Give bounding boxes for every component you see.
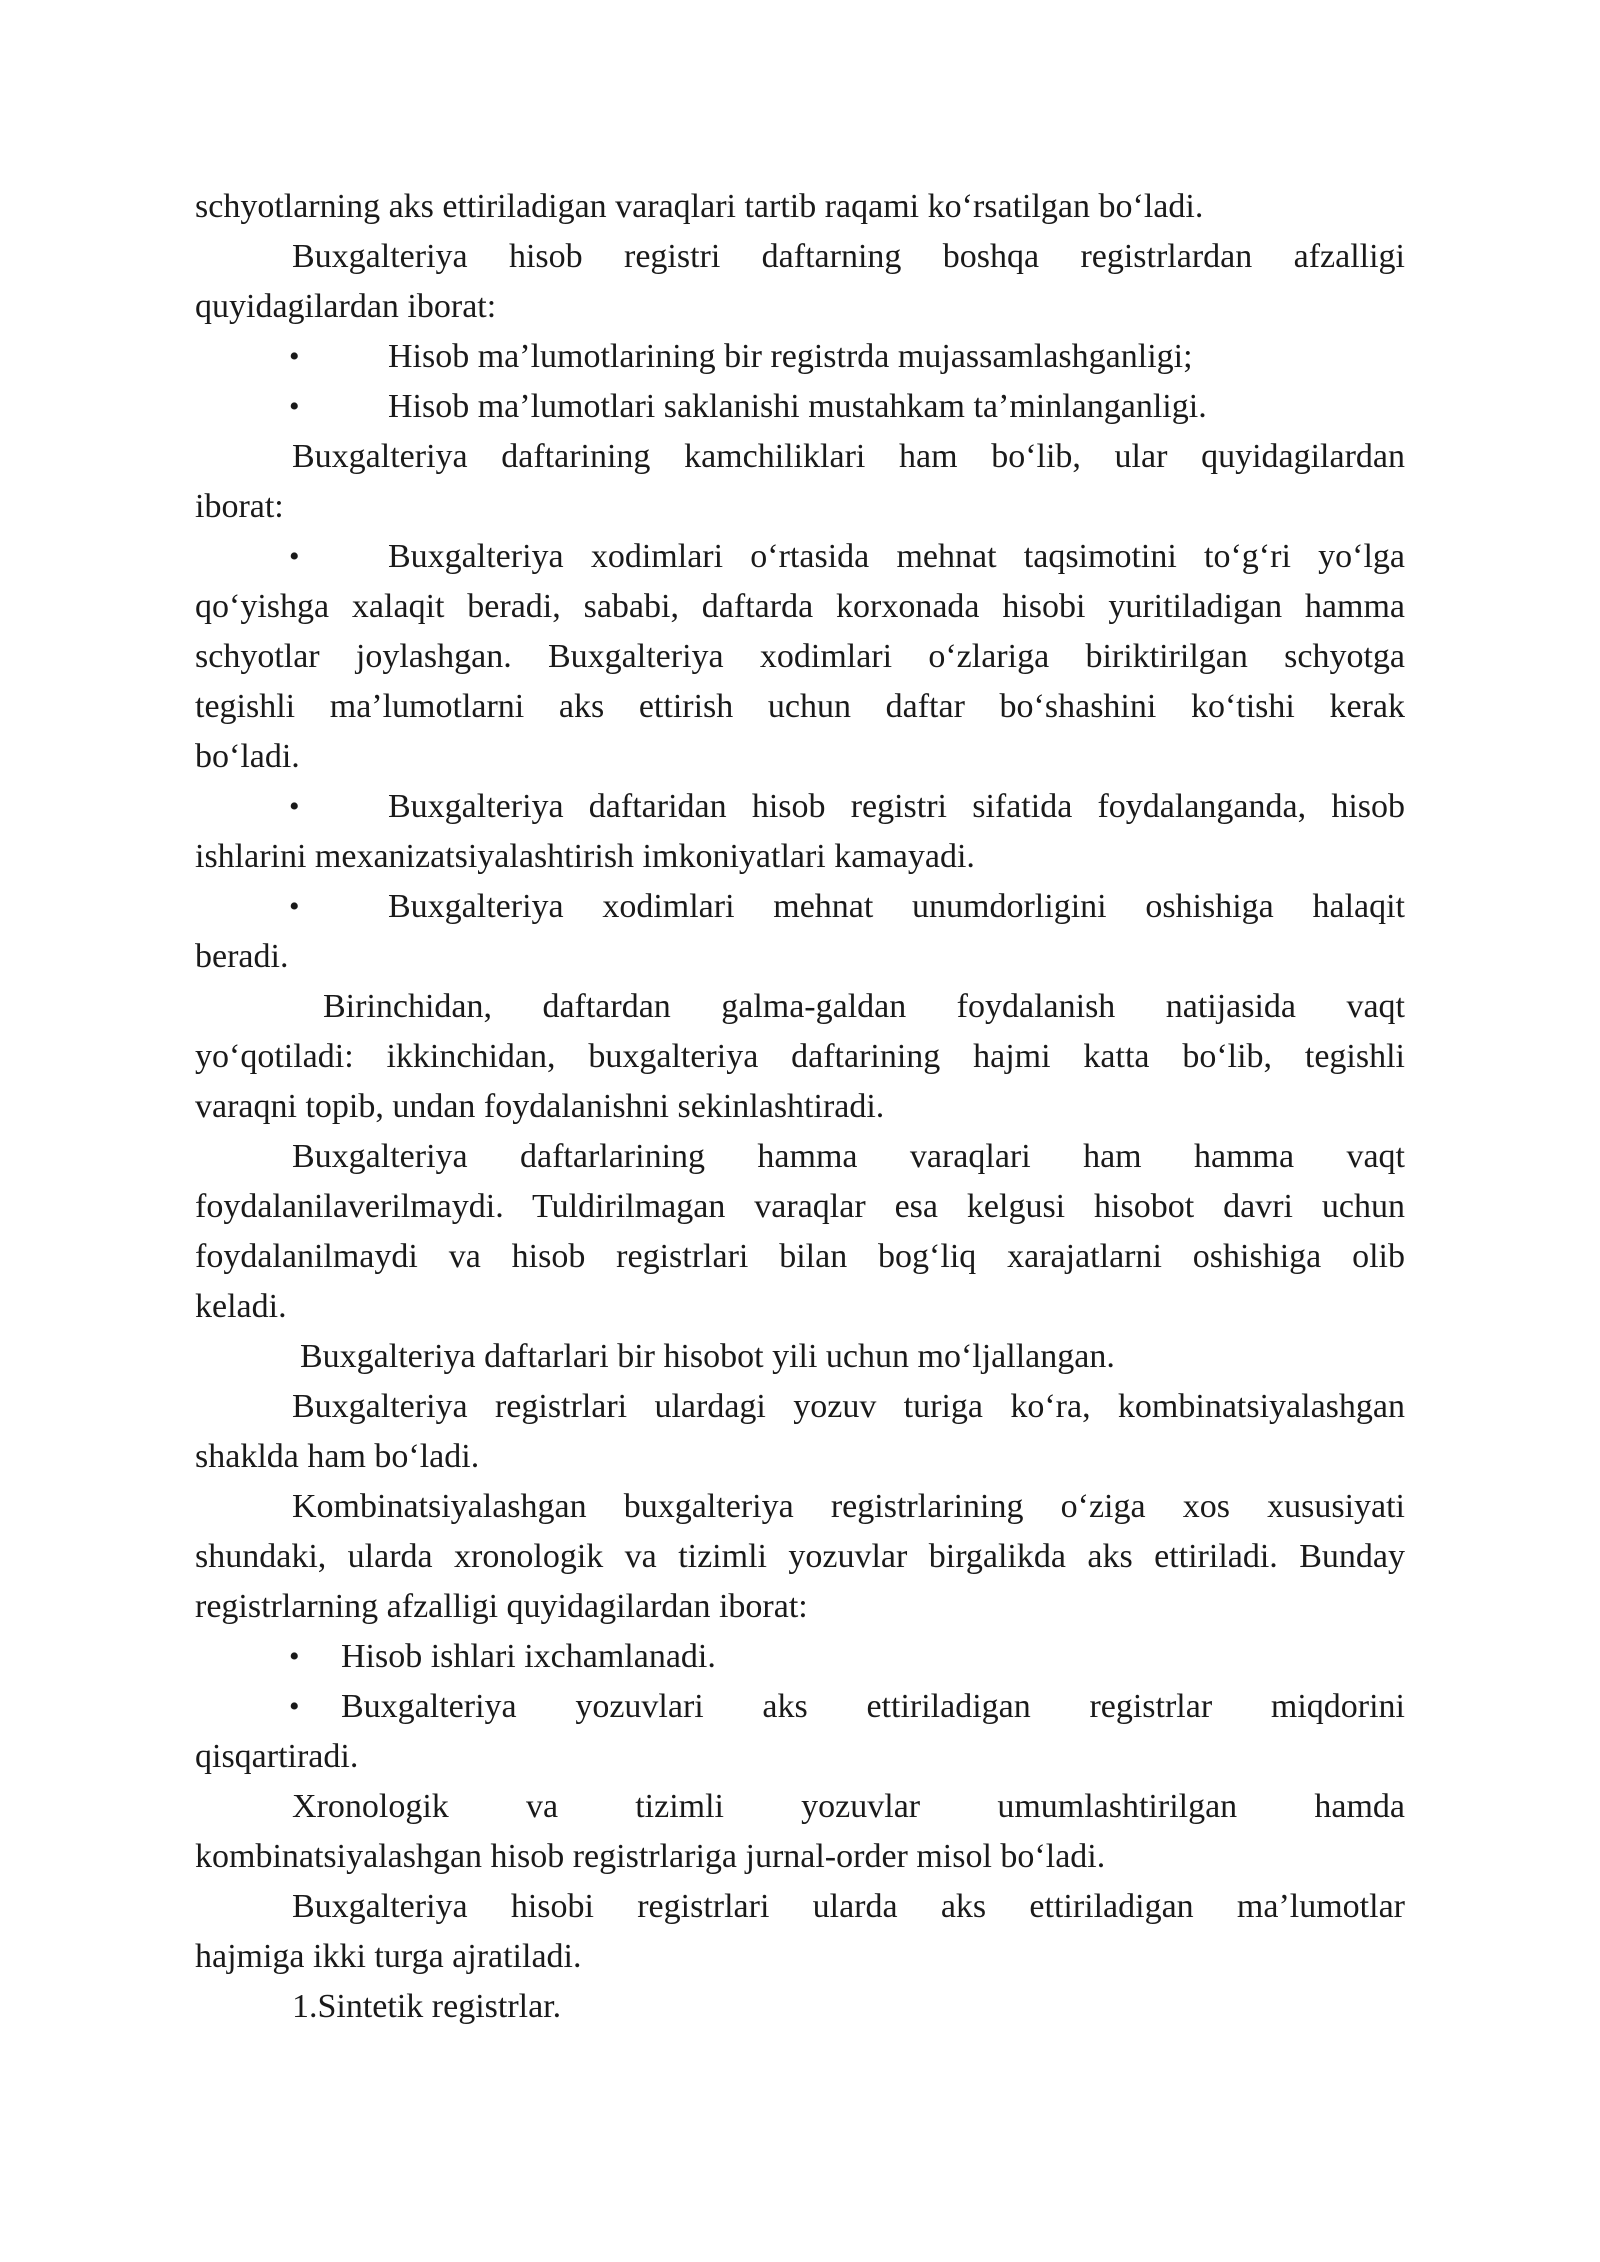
- paragraph-line: Birinchidan, daftardan galma-galdan foydalanish natijasida vaqt: [323, 988, 1405, 1025]
- bullet-icon: •: [289, 790, 300, 823]
- list-item: [195, 532, 1405, 582]
- list-item-text: Buxgalteriya xodimlari o‘rtasida mehnat taqsimotini to‘g‘ri yo‘lga: [388, 538, 1405, 575]
- bullet-icon: •: [289, 540, 300, 573]
- paragraph-line: bo‘ladi.: [195, 738, 300, 775]
- list-item-text: Buxgalteriya daftaridan hisob registri sifatida foydalanganda, hisob: [388, 788, 1405, 825]
- list-item-text: Buxgalteriya yozuvlari aks ettiriladigan registrlar miqdorini: [341, 1688, 1405, 1725]
- list-item-text: Buxgalteriya xodimlari mehnat unumdorligini oshishiga halaqit: [388, 888, 1405, 925]
- paragraph-line: shaklda ham bo‘ladi.: [195, 1438, 480, 1475]
- list-item: [195, 382, 1405, 432]
- bullet-icon: •: [289, 1690, 300, 1723]
- paragraph-line: Buxgalteriya daftarlari bir hisobot yili uchun mo‘ljallangan.: [300, 1338, 1115, 1375]
- paragraph-line: tegishli ma’lumotlarni aks ettirish uchun daftar bo‘shashini ko‘tishi kerak: [195, 688, 1405, 725]
- section-heading: 1.Sintetik registrlar.: [292, 1988, 562, 2025]
- paragraph-line: Buxgalteriya registrlari ulardagi yozuv turiga ko‘ra, kombinatsiyalashgan: [292, 1388, 1405, 1425]
- paragraph-line: ishlarini mexanizatsiyalashtirish imkoniyatlari kamayadi.: [195, 838, 975, 875]
- bullet-icon: •: [289, 890, 300, 923]
- list-item-text: Hisob ma’lumotlarining bir registrda mujassamlashganligi;: [388, 338, 1193, 375]
- paragraph-line: Buxgalteriya daftarining kamchiliklari ham bo‘lib, ular quyidagilardan: [292, 438, 1405, 475]
- paragraph-line: schyotlar joylashgan. Buxgalteriya xodimlari o‘zlariga biriktirilgan schyotga: [195, 638, 1405, 675]
- paragraph-line: kombinatsiyalashgan hisob registrlariga jurnal-order misol bo‘ladi.: [195, 1838, 1106, 1875]
- paragraph-line: varaqni topib, undan foydalanishni sekinlashtiradi.: [195, 1088, 885, 1125]
- paragraph-line: registrlarning afzalligi quyidagilardan iborat:: [195, 1588, 808, 1625]
- paragraph-line: shundaki, ularda xronologik va tizimli yozuvlar birgalikda aks ettiriladi. Bunday: [195, 1538, 1405, 1575]
- paragraph-line: Buxgalteriya hisob registri daftarning boshqa registrlardan afzalligi: [292, 238, 1405, 275]
- paragraph-line: schyotlarning aks ettiriladigan varaqlari tartib raqami ko‘rsatilgan bo‘ladi.: [195, 188, 1204, 225]
- paragraph-line: Kombinatsiyalashgan buxgalteriya registrlarining o‘ziga xos xususiyati: [292, 1488, 1405, 1525]
- paragraph-line: qisqartiradi.: [195, 1738, 359, 1775]
- paragraph-line: Xronologik va tizimli yozuvlar umumlashtirilgan hamda: [292, 1788, 1405, 1825]
- list-item: [195, 1632, 1405, 1682]
- paragraph-line: iborat:: [195, 488, 284, 525]
- list-item: [195, 1682, 1405, 1732]
- paragraph-line: keladi.: [195, 1288, 287, 1325]
- document-page: [195, 182, 1405, 2032]
- paragraph-line: foydalanilmaydi va hisob registrlari bilan bog‘liq xarajatlarni oshishiga olib: [195, 1238, 1405, 1275]
- paragraph-line: Buxgalteriya daftarlarining hamma varaqlari ham hamma vaqt: [292, 1138, 1405, 1175]
- bullet-icon: •: [289, 1640, 300, 1673]
- bullet-icon: •: [289, 390, 300, 423]
- bullet-icon: •: [289, 340, 300, 373]
- paragraph-line: hajmiga ikki turga ajratiladi.: [195, 1938, 582, 1975]
- paragraph-line: quyidagilardan iborat:: [195, 288, 497, 325]
- paragraph-line: qo‘yishga xalaqit beradi, sababi, daftarda korxonada hisobi yuritiladigan hamma: [195, 588, 1405, 625]
- paragraph-line: foydalanilaverilmaydi. Tuldirilmagan varaqlar esa kelgusi hisobot davri uchun: [195, 1188, 1405, 1225]
- list-item-text: Hisob ma’lumotlari saklanishi mustahkam ta’minlanganligi.: [388, 388, 1207, 425]
- list-item-text: Hisob ishlari ixchamlanadi.: [341, 1638, 716, 1675]
- list-item: [195, 332, 1405, 382]
- paragraph-line: yo‘qotiladi: ikkinchidan, buxgalteriya daftarining hajmi katta bo‘lib, tegishli: [195, 1038, 1405, 1075]
- list-item: [195, 782, 1405, 832]
- paragraph-line: beradi.: [195, 938, 289, 975]
- list-item: [195, 882, 1405, 932]
- paragraph-line: Buxgalteriya hisobi registrlari ularda aks ettiriladigan ma’lumotlar: [292, 1888, 1405, 1925]
